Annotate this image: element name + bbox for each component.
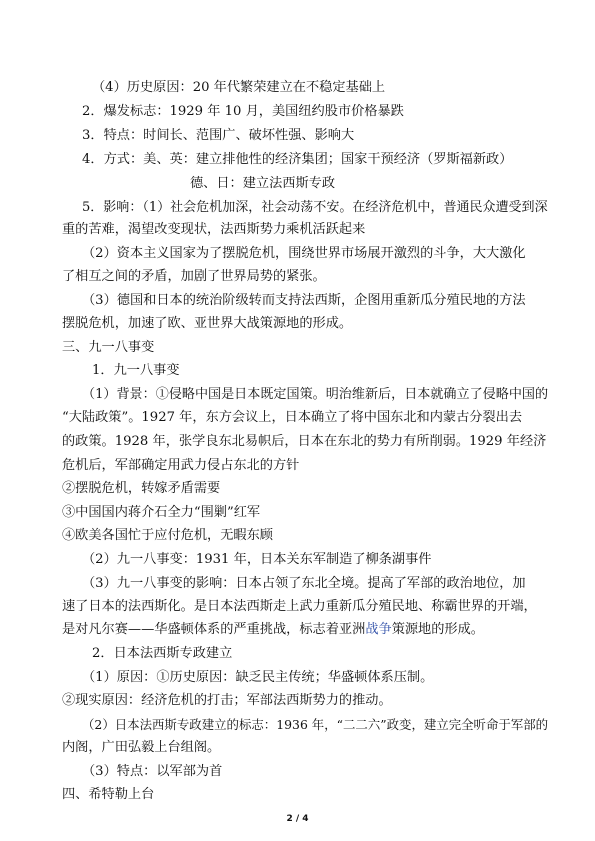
text-line: 危机后，军部确定用武力侵占东北的方针 xyxy=(62,458,300,473)
text-line: （1）原因：①历史原因：缺乏民主传统；华盛顿体系压制。 xyxy=(82,670,434,685)
subsection-heading: 2．日本法西斯专政建立 xyxy=(92,646,233,661)
page-number: 2 / 4 xyxy=(286,814,309,824)
subsection-heading: 1．九一八事变 xyxy=(92,363,180,378)
text-line: （3）特点：以军部为首 xyxy=(82,764,223,779)
text-line: （3）德国和日本的统治阶级转而支持法西斯，企图用重新瓜分殖民地的方法 xyxy=(82,293,526,308)
text-segment: 策源地的形成。 xyxy=(391,622,484,637)
text-segment: 是对凡尔赛——华盛顿体系的严重挑战，标志着亚洲 xyxy=(62,622,366,637)
text-line: 德、日：建立法西斯专政 xyxy=(190,176,336,191)
text-line: 速了日本的法西斯化。是日本法西斯走上武力重新瓜分殖民地、称霸世界的开端， xyxy=(62,599,537,614)
text-line: （1）背景：①侵略中国是日本既定国策。明治维新后，日本就确立了侵略中国的 xyxy=(82,387,549,402)
section-heading: 三、九一八事变 xyxy=(62,340,155,355)
text-line: 摆脱危机，加速了欧、亚世界大战策源地的形成。 xyxy=(62,316,353,331)
text-line: 2．爆发标志：1929 年 10 月，美国纽约股市价格暴跌 xyxy=(82,104,404,119)
text-line: ③中国国内蒋介石全力“围剿”红军 xyxy=(62,505,261,520)
section-heading: 四、希特勒上台 xyxy=(62,787,155,802)
text-line: ②现实原因：经济危机的打击；军部法西斯势力的推动。 xyxy=(62,693,392,708)
text-line: （3）九一八事变的影响：日本占领了东北全境。提高了军部的政治地位，加 xyxy=(82,576,526,591)
text-line: 的政策。1928 年，张学良东北易帜后，日本在东北的势力有所削弱。1929 年经济 xyxy=(62,434,547,449)
text-line: ②摆脱危机，转嫁矛盾需要 xyxy=(62,481,221,496)
text-line: ④欧美各国忙于应付危机，无暇东顾 xyxy=(62,528,273,543)
text-line: 3．特点：时间长、范围广、破坏性强、影响大 xyxy=(82,128,355,143)
text-line: 了相互之间的矛盾，加剧了世界局势的紧张。 xyxy=(62,269,326,284)
text-line: （2）资本主义国家为了摆脱危机，围绕世界市场展开激烈的斗争，大大激化 xyxy=(82,246,526,261)
text-line: 4．方式：美、英：建立排他性的经济集团；国家干预经济（罗斯福新政） xyxy=(82,152,513,167)
text-line: 重的苦难，渴望改变现状，法西斯势力乘机活跃起来 xyxy=(62,222,366,237)
text-line: （2）九一八事变：1931 年，日本关东军制造了柳条湖事件 xyxy=(82,552,432,567)
text-line: “大陆政策”。1927 年，东方会议上，日本确立了将中国东北和内蒙古分裂出去 xyxy=(62,410,523,425)
text-line: 5．影响：（1）社会危机加深，社会动荡不安。在经济危机中，普通民众遭受到深 xyxy=(82,200,548,215)
highlighted-word: 战争 xyxy=(365,622,392,637)
text-line: （2）日本法西斯专政建立的标志：1936 年，“二二六”政变，建立完全听命于军部的 xyxy=(82,717,549,732)
text-line: （4）历史原因：20 年代繁荣建立在不稳定基础上 xyxy=(92,80,386,95)
text-line: 内阁，广田弘毅上台组阁。 xyxy=(62,740,221,755)
text-line xyxy=(62,622,484,638)
